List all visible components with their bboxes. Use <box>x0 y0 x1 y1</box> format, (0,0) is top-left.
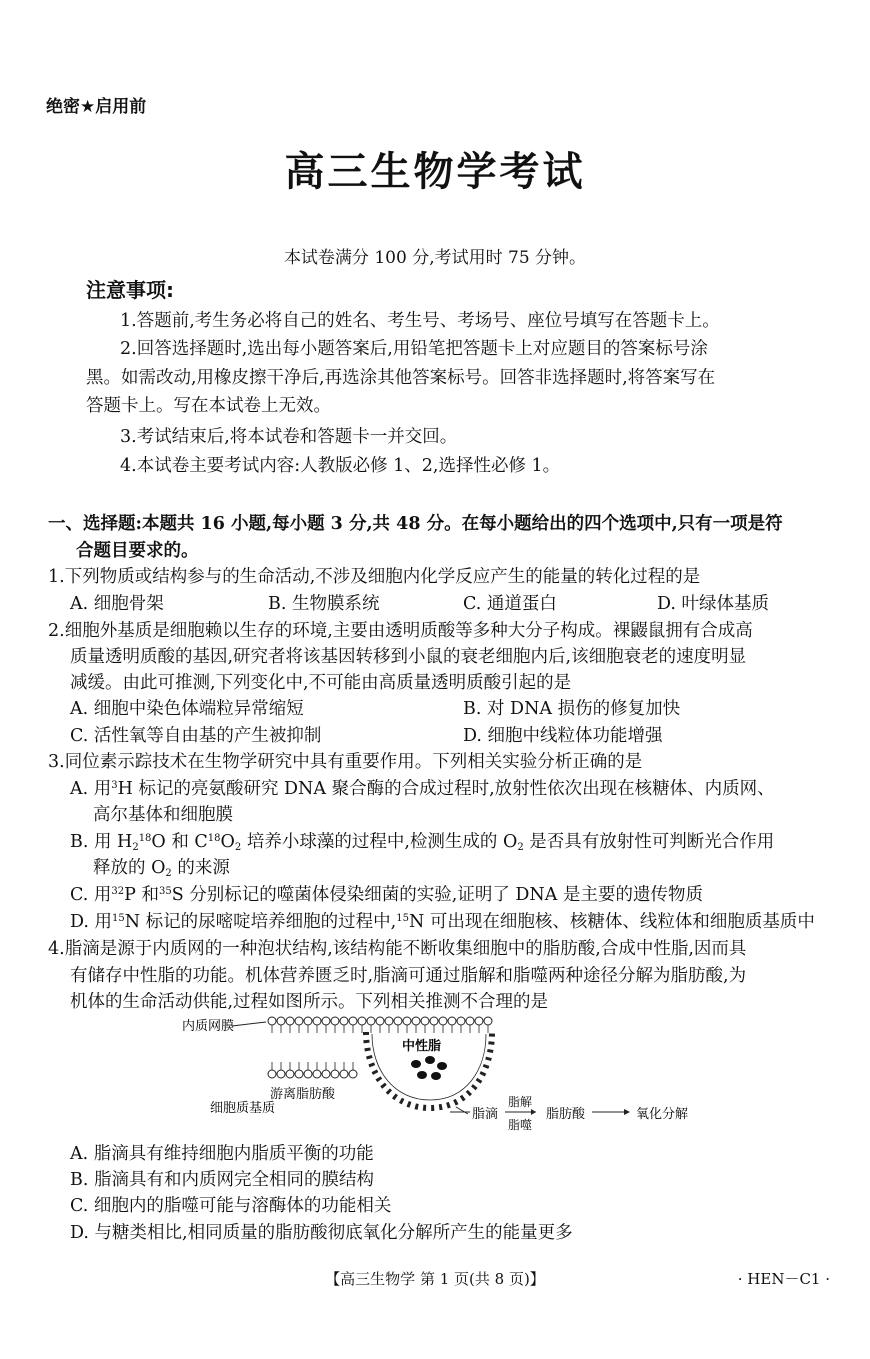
label-lipid-droplet: 脂滴 <box>472 1107 499 1122</box>
er-membrane-upper <box>268 1017 492 1025</box>
q1-option-c: C. 通道蛋白 <box>463 594 557 614</box>
lipid-droplet-figure <box>180 1012 710 1132</box>
q3-option-b-line-2: 释放的 $O_2$ 的来源 <box>93 858 230 879</box>
confidential-mark: 绝密★启用前 <box>46 97 147 117</box>
label-free-fatty-acid: 游离脂肪酸 <box>270 1087 336 1102</box>
q4-option-b: B. 脂滴具有和内质网完全相同的膜结构 <box>70 1170 374 1190</box>
q1-option-a: A. 细胞骨架 <box>70 594 164 614</box>
exam-intro: 本试卷满分 100 分,考试用时 75 分钟。 <box>283 248 587 268</box>
q1-option-d: D. 叶绿体基质 <box>657 594 770 614</box>
q3-option-a-line-1: A. 用$^3$H 标记的亮氨酸研究 DNA 聚合酶的合成过程时,放射性依次出现在核糖体、内质网、 <box>70 779 775 799</box>
q2-option-b: B. 对 DNA 损伤的修复加快 <box>463 699 681 719</box>
q3-option-c: C. 用$^{32}$P 和$^{35}$S 分别标记的噬菌体侵染细菌的实验,证明了 DNA 是主要的遗传物质 <box>70 885 703 905</box>
er-pointer <box>232 1022 266 1026</box>
label-lipophagy: 脂噬 <box>508 1118 533 1132</box>
label-lipolysis: 脂解 <box>508 1095 533 1109</box>
q3-option-d: D. 用$^{15}$N 标记的尿嘧啶培养细胞的过程中,$^{15}$N 可出现在细胞核、核糖体、线粒体和细胞质基质中 <box>70 912 815 932</box>
q2-option-a: A. 细胞中染色体端粒异常缩短 <box>70 699 304 719</box>
q2-stem-line-1: 2.细胞外基质是细胞赖以生存的环境,主要由透明质酸等多种大分子构成。裸鼹鼠拥有合成高 <box>48 621 753 641</box>
exam-title: 高三生物学考试 <box>284 148 586 195</box>
q4-option-d: D. 与糖类相比,相同质量的脂肪酸彻底氧化分解所产生的能量更多 <box>70 1223 573 1243</box>
q4-option-a: A. 脂滴具有维持细胞内脂质平衡的功能 <box>70 1144 374 1164</box>
er-membrane-lower <box>268 1070 357 1078</box>
q3-option-a-line-2: 高尔基体和细胞膜 <box>93 805 233 825</box>
label-fatty-acid: 脂肪酸 <box>546 1107 586 1122</box>
note-3: 3.考试结束后,将本试卷和答题卡一并交回。 <box>120 427 458 447</box>
q4-stem-line-2: 有储存中性脂的功能。机体营养匮乏时,脂滴可通过脂解和脂噬两种途径分解为脂肪酸,为 <box>70 966 747 986</box>
neutral-lipid-dots <box>411 1056 447 1080</box>
section-heading-line-2: 合题目要求的。 <box>76 541 199 561</box>
label-er-membrane: 内质网膜 <box>182 1019 235 1034</box>
note-1: 1.答题前,考生务必将自己的姓名、考生号、考场号、座位号填写在答题卡上。 <box>120 311 720 331</box>
label-cytoplasm: 细胞质基质 <box>210 1101 276 1116</box>
q4-stem-line-3: 机体的生命活动供能,过程如图所示。下列相关推测不合理的是 <box>70 992 549 1012</box>
notes-heading: 注意事项: <box>86 278 174 302</box>
label-oxidation: 氧化分解 <box>636 1107 689 1122</box>
exam-code: · HEN－C1 · <box>737 1270 830 1288</box>
note-4: 4.本试卷主要考试内容:人教版必修 1、2,选择性必修 1。 <box>120 456 561 476</box>
q2-option-c: C. 活性氧等自由基的产生被抑制 <box>70 726 322 746</box>
q2-stem-line-2: 质量透明质酸的基因,研究者将该基因转移到小鼠的衰老细胞内后,该细胞衰老的速度明显 <box>70 647 747 667</box>
q1-stem: 1.下列物质或结构参与的生命活动,不涉及细胞内化学反应产生的能量的转化过程的是 <box>48 567 701 587</box>
label-neutral-lipid: 中性脂 <box>402 1039 442 1054</box>
q1-option-b: B. 生物膜系统 <box>268 594 380 614</box>
page-footer: 【高三生物学 第 1 页(共 8 页)】 <box>325 1270 545 1288</box>
note-2-line-3: 答题卡上。写在本试卷上无效。 <box>86 396 331 416</box>
q3-stem: 3.同位素示踪技术在生物学研究中具有重要作用。下列相关实验分析正确的是 <box>48 752 643 772</box>
q4-stem-line-1: 4.脂滴是源于内质网的一种泡状结构,该结构能不断收集细胞中的脂肪酸,合成中性脂,因而具 <box>48 939 747 959</box>
q2-option-d: D. 细胞中线粒体功能增强 <box>463 726 663 746</box>
q4-option-c: C. 细胞内的脂噬可能与溶酶体的功能相关 <box>70 1196 392 1216</box>
lipid-flow-arrow <box>456 1107 468 1114</box>
note-2-line-1: 2.回答选择题时,选出每小题答案后,用铅笔把答题卡上对应题目的答案标号涂 <box>120 339 708 359</box>
q3-option-b-line-1: B. 用 $H_2^{18}O$ 和 $C^{18}O_2$ 培养小球藻的过程中,检测生成的 $O_2$ 是否具有放射性可判断光合作用 <box>70 832 775 853</box>
q2-stem-line-3: 减缓。由此可推测,下列变化中,不可能由高质量透明质酸引起的是 <box>70 673 572 693</box>
note-2-line-2: 黑。如需改动,用橡皮擦干净后,再选涂其他答案标号。回答非选择题时,将答案写在 <box>86 368 716 388</box>
section-heading-line-1: 一、选择题:本题共 16 小题,每小题 3 分,共 48 分。在每小题给出的四个选项中,只有一项是符 <box>48 514 783 534</box>
